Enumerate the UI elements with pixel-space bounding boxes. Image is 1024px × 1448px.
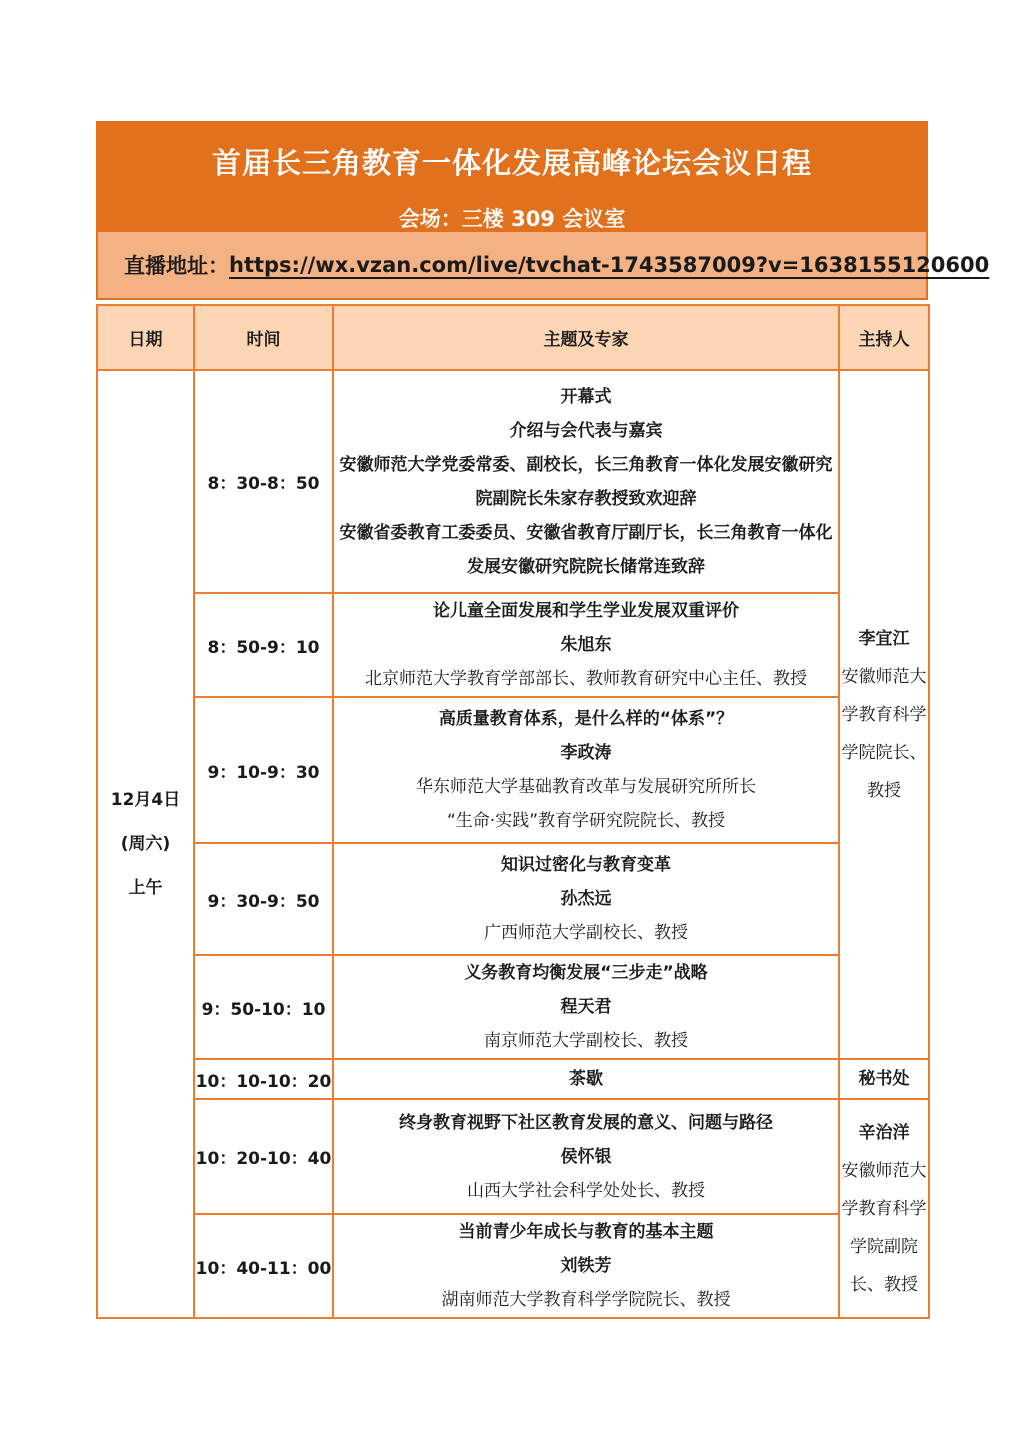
- table-row: [97, 1099, 929, 1214]
- live-stream-label: 直播地址：: [124, 254, 229, 278]
- table-row: [97, 1214, 929, 1318]
- speaker-affiliation: 华东师范大学基础教育改革与发展研究所所长: [416, 777, 756, 797]
- speaker-name: 孙杰远: [560, 889, 612, 909]
- host-cell: [839, 1059, 929, 1099]
- host-cell: [839, 370, 929, 1059]
- table-row: [97, 593, 929, 697]
- venue-subtitle: 会场：三楼 309 会议室: [398, 207, 626, 231]
- column-header-time: 时间: [194, 305, 333, 370]
- speaker-affiliation: “生命·实践”教育学研究院院长、教授: [446, 811, 726, 831]
- speaker-affiliation: 广西师范大学副校长、教授: [484, 923, 688, 943]
- time-cell: 9：10-9：30: [194, 697, 333, 843]
- date-cell: [97, 370, 194, 1318]
- live-stream-bar: [96, 232, 990, 300]
- time-cell: 10：40-11：00: [194, 1214, 333, 1318]
- topic-title: 义务教育均衡发展“三步走”战略: [464, 963, 708, 983]
- date-line: (周六): [120, 834, 171, 854]
- table-row: [97, 843, 929, 955]
- host-affiliation-line: 教授: [867, 780, 901, 801]
- speaker-name: 侯怀银: [560, 1146, 612, 1167]
- host-cell: [839, 1099, 929, 1318]
- column-header-date: 日期: [97, 305, 194, 370]
- topic-title: 开幕式: [560, 386, 612, 407]
- host-affiliation-line: 学院院长、: [841, 742, 927, 763]
- topic-cell: [333, 955, 839, 1059]
- host-affiliation-line: 长、教授: [850, 1274, 918, 1295]
- speaker-affiliation: 北京师范大学教育学部部长、教师教育研究中心主任、教授: [365, 669, 807, 689]
- time-cell: 8：50-9：10: [194, 593, 333, 697]
- topic-cell: [333, 697, 839, 843]
- topic-cell: [333, 1099, 839, 1214]
- topic-line: 安徽省委教育工委委员、安徽省教育厅副厅长，长三角教育一体化: [339, 522, 833, 543]
- topic-cell: [333, 1214, 839, 1318]
- host-affiliation-line: 安徽师范大: [841, 666, 927, 687]
- schedule-table: [96, 304, 930, 1319]
- table-row: [97, 697, 929, 843]
- topic-line: 院副院长朱家存教授致欢迎辞: [475, 488, 697, 509]
- host-affiliation-line: 学教育科学: [841, 704, 927, 725]
- document-title: 首届长三角教育一体化发展高峰论坛会议日程: [211, 146, 812, 180]
- host-affiliation-line: 安徽师范大: [841, 1160, 927, 1181]
- host-affiliation-line: 学院副院: [850, 1236, 918, 1257]
- live-stream-url-link[interactable]: https://wx.vzan.com/live/tvchat-1743587009?v=1638155120600: [229, 253, 990, 277]
- date-line: 12月4日: [110, 790, 181, 810]
- date-line: 上午: [128, 878, 163, 898]
- speaker-name: 程天君: [560, 997, 612, 1017]
- speaker-affiliation: 湖南师范大学教育科学学院院长、教授: [441, 1290, 731, 1310]
- banner: [96, 121, 928, 232]
- column-header-topic: 主题及专家: [333, 305, 839, 370]
- topic-line: 发展安徽研究院院长储常连致辞: [467, 556, 705, 577]
- host-affiliation-line: 学教育科学: [841, 1198, 927, 1219]
- topic-title: 论儿童全面发展和学生学业发展双重评价: [433, 601, 739, 621]
- time-cell: 9：50-10：10: [194, 955, 333, 1059]
- speaker-name: 李政涛: [560, 743, 612, 763]
- host-name: 辛治洋: [858, 1122, 910, 1143]
- time-cell: 10：10-10：20: [194, 1059, 333, 1099]
- time-cell: 8：30-8：50: [194, 370, 333, 593]
- speaker-name: 朱旭东: [560, 635, 612, 655]
- host-name: 秘书处: [858, 1069, 910, 1089]
- host-name: 李宜江: [858, 628, 910, 649]
- speaker-name: 刘铁芳: [560, 1256, 612, 1276]
- topic-cell: [333, 370, 839, 593]
- topic-title: 知识过密化与教育变革: [501, 855, 671, 875]
- topic-cell: [333, 843, 839, 955]
- topic-cell: [333, 1059, 839, 1099]
- speaker-affiliation: 南京师范大学副校长、教授: [484, 1031, 688, 1051]
- table-header-row: [97, 305, 929, 370]
- speaker-affiliation: 山西大学社会科学处处长、教授: [467, 1180, 705, 1201]
- topic-cell: [333, 593, 839, 697]
- conference-schedule-document: [96, 121, 990, 1319]
- topic-title: 终身教育视野下社区教育发展的意义、问题与路径: [399, 1112, 773, 1133]
- topic-title: 茶歇: [569, 1069, 603, 1089]
- topic-line: 介绍与会代表与嘉宾: [509, 420, 663, 441]
- topic-title: 高质量教育体系，是什么样的“体系”？: [438, 709, 734, 729]
- table-row: [97, 370, 929, 593]
- table-row: [97, 955, 929, 1059]
- table-row: [97, 1059, 929, 1099]
- topic-title: 当前青少年成长与教育的基本主题: [458, 1222, 714, 1242]
- time-cell: 10：20-10：40: [194, 1099, 333, 1214]
- column-header-host: 主持人: [839, 305, 929, 370]
- time-cell: 9：30-9：50: [194, 843, 333, 955]
- topic-line: 安徽师范大学党委常委、副校长，长三角教育一体化发展安徽研究: [339, 454, 833, 475]
